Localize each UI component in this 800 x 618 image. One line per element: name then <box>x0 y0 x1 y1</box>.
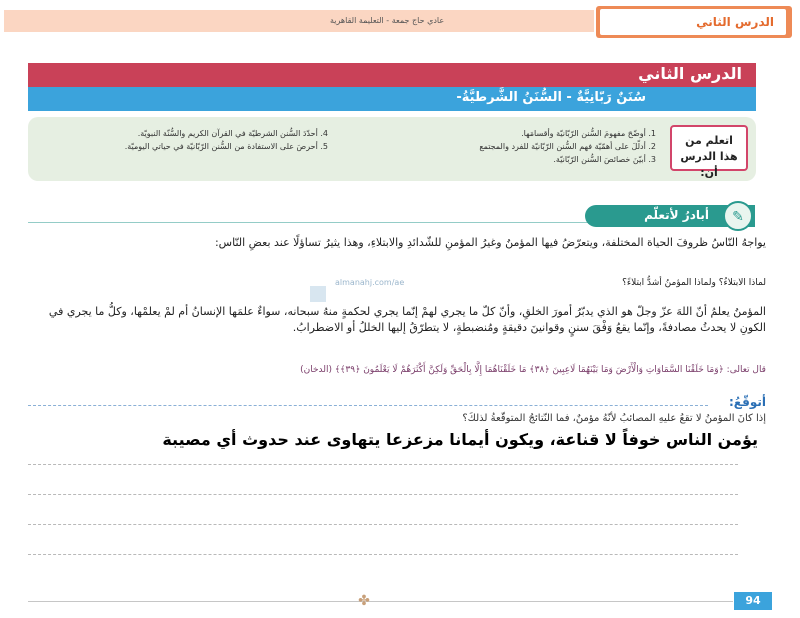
lesson-tab-label: الدرس الثاني <box>600 9 786 35</box>
start-section-header <box>585 205 755 227</box>
expect-section-label: أتوقّعُ: <box>729 395 766 409</box>
lesson-title-bar <box>28 63 756 87</box>
page-number: 94 <box>734 592 772 610</box>
top-band <box>0 0 800 44</box>
start-divider <box>28 222 588 223</box>
objective-item: 5. أحرصَ على الاستفادة من السُّنن الرّبّانيّة في حياتي اليوميّة. <box>124 142 328 151</box>
objectives-right-column <box>376 127 656 166</box>
intro-paragraph: يواجهُ النّاسُ ظروفَ الحياة المختلفة، ويتعرّضُ فيها المؤمنُ وغيرُ المؤمنِ للشّدائدِ والابتلاءِ، وهذا يثيرُ تساؤلًا عند بعضِ النّاس: <box>214 236 766 249</box>
objectives-left-column <box>38 127 328 153</box>
footer-line <box>28 601 733 602</box>
expect-divider <box>28 405 708 407</box>
watermark-text: almanahj.com/ae <box>335 278 405 287</box>
answer-line <box>28 494 738 496</box>
header-subject-line: عادي حاج جمعة - التعليمة القاهرية <box>330 16 445 25</box>
watermark-logo <box>310 286 326 302</box>
intro-question: لماذا الابتلاءُ؟ ولماذا المؤمنُ أشدُّ ابتلاءً؟ <box>622 278 766 288</box>
expect-question: إذا كانَ المؤمنُ لا تقعُ عليهِ المصائبُ لأنّهُ مؤمنٌ، فما النّتائجُ المتوقّعةُ لذلكَ؟ <box>462 413 766 424</box>
lesson-subtitle-bar <box>28 87 756 111</box>
objective-item: 3. أبيّنَ خصائصَ السُّنن الرّبّانيّة. <box>553 155 656 164</box>
learner-icon: ✎ <box>723 201 753 231</box>
answer-line <box>28 464 738 466</box>
answer-line <box>28 524 738 526</box>
lesson-tab <box>596 6 792 38</box>
lesson-subtitle: سُنَنٌ رَبّانِيَّةٌ - السُّنَنُ الشَّرطيَّةُ- <box>456 90 646 105</box>
answer-line <box>28 554 738 556</box>
objective-item: 4. أحدّدَ السُّنن الشرطيّة في القرآن الكريم والسُّنّة النبويّة. <box>137 129 328 138</box>
start-section-label: أبادرُ لأتعلّم <box>644 208 709 222</box>
objectives-label <box>670 125 748 179</box>
lesson-title: الدرس الثاني <box>638 64 742 83</box>
ornament-icon: ✤ <box>358 593 370 609</box>
handwritten-answer: يؤمن الناس خوفاً لا قناعة، ويكون أيمانا مزعزعا يتهاوى عند حدوث أي مصيبة <box>162 430 758 449</box>
quran-quote: قال تعالى: ﴿وَمَا خَلَقْنَا السَّمَاوَاتِ وَالْأَرْضَ وَمَا بَيْنَهُمَا لَاعِبِينَ ﴿٣٨﴾ مَا خَلَقْنَاهُمَا إِلَّا بِالْحَقِّ وَلَكِنَّ أَكْثَرَهُمْ لَا يَعْلَمُونَ ﴿٣٩﴾﴾ (الدخان) <box>300 365 766 375</box>
objective-item: 1. أوضّحَ مفهومَ السُّنن الرّبّانيّة وأقسامَها. <box>521 129 656 138</box>
objectives-label-line2: هذا الدرس أن: <box>680 150 738 179</box>
explanation-paragraph: المؤمنُ يعلمُ أنّ اللهَ عزّ وجلّ هو الذي يدبّرُ أمورَ الخلقِ، وأنّ كلّ ما يجري لهمْ إنّما يجري لحكمةٍ منهُ سبحانه، سواءٌ علمَها الإنسانُ أم لمْ يعلمْها، وكلُّ ما يجري في الكونِ لا يحدثُ مصادفةً، وإنّما يقعُ وَفْقَ سننٍ وقوانينَ دقيقةٍ ومُنضبطةٍ، لا يتطرّقُ إليها الخللُ أو الاضطرابُ. <box>48 305 766 334</box>
objectives-box <box>28 117 756 181</box>
objectives-label-line1: اتعلم من <box>685 134 733 147</box>
objective-item: 2. أدلّلَ على أهمّيّة فهم السُّنن الرّبّانيّة للفرد والمجتمع <box>479 142 656 151</box>
top-band-strip <box>4 10 594 32</box>
